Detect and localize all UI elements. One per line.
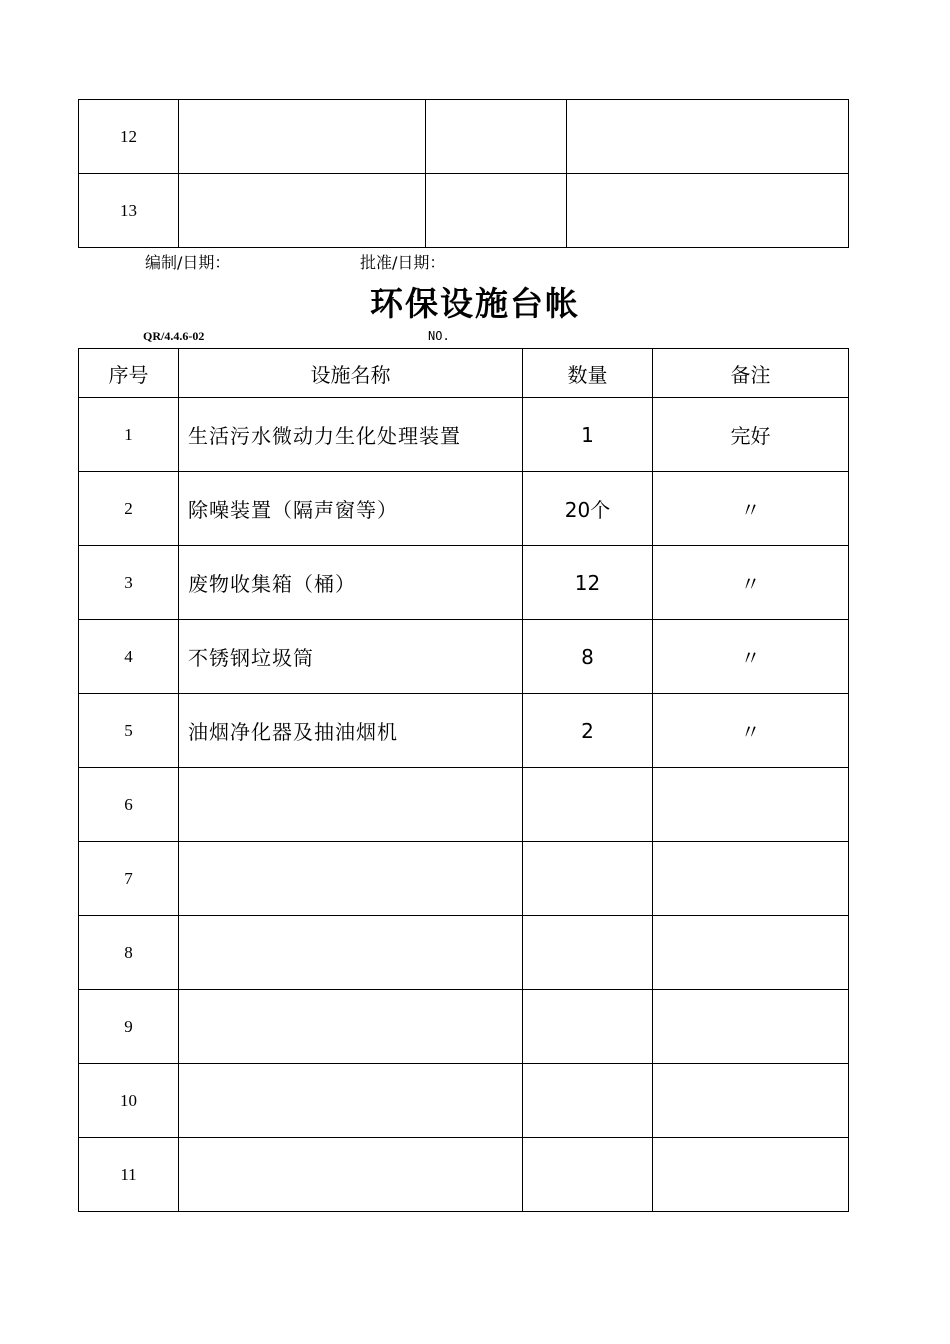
approved-by-label: 批准/日期： — [360, 253, 446, 272]
cell-note — [653, 990, 849, 1064]
table-row — [79, 990, 849, 1064]
table-row — [79, 398, 849, 472]
header-name: 设施名称 — [179, 349, 523, 398]
cell-qty — [523, 1138, 653, 1212]
cell-note: 〃 — [653, 546, 849, 620]
cell-name — [179, 100, 426, 174]
cell-note — [653, 768, 849, 842]
header-qty: 数量 — [523, 349, 653, 398]
cell-qty — [523, 1064, 653, 1138]
cell-qty: 8 — [523, 620, 653, 694]
cell-name — [179, 174, 426, 248]
cell-no: 2 — [79, 472, 179, 546]
cell-note — [653, 842, 849, 916]
cell-name — [179, 916, 523, 990]
cell-no: 8 — [79, 916, 179, 990]
table-row — [79, 916, 849, 990]
table-row — [79, 842, 849, 916]
cell-no: 6 — [79, 768, 179, 842]
cell-no: 11 — [79, 1138, 179, 1212]
cell-no: 9 — [79, 990, 179, 1064]
table-row — [79, 768, 849, 842]
cell-no: 7 — [79, 842, 179, 916]
cell-no: 13 — [79, 174, 179, 248]
cell-qty — [523, 842, 653, 916]
cell-no: 5 — [79, 694, 179, 768]
cell-qty — [523, 990, 653, 1064]
cell-name — [179, 1138, 523, 1212]
cell-name: 油烟净化器及抽油烟机 — [179, 694, 523, 768]
table-row — [79, 620, 849, 694]
cell-no: 4 — [79, 620, 179, 694]
cell-name: 生活污水微动力生化处理装置 — [179, 398, 523, 472]
cell-note — [653, 916, 849, 990]
cell-note — [653, 1064, 849, 1138]
table-row — [79, 694, 849, 768]
compiled-by-label: 编制/日期： — [145, 253, 231, 272]
table-row — [79, 1064, 849, 1138]
table-row — [79, 546, 849, 620]
cell-name — [179, 842, 523, 916]
header-note: 备注 — [653, 349, 849, 398]
cell-name: 除噪装置（隔声窗等） — [179, 472, 523, 546]
page-title: 环保设施台帐 — [370, 284, 580, 323]
cell-name: 不锈钢垃圾筒 — [179, 620, 523, 694]
table-row — [79, 100, 849, 174]
cell-name — [179, 768, 523, 842]
facility-ledger-table — [78, 348, 849, 1212]
cell-qty — [523, 768, 653, 842]
cell-note: 完好 — [653, 398, 849, 472]
cell-no: 12 — [79, 100, 179, 174]
cell-note — [567, 100, 849, 174]
cell-qty: 1 — [523, 398, 653, 472]
document-number-label: NO. — [428, 329, 450, 343]
cell-qty — [426, 174, 567, 248]
table-row — [79, 1138, 849, 1212]
cell-note — [653, 1138, 849, 1212]
cell-note: 〃 — [653, 472, 849, 546]
document-code: QR/4.4.6-02 — [143, 329, 205, 343]
cell-no: 10 — [79, 1064, 179, 1138]
table-header-row — [79, 349, 849, 398]
cell-qty: 2 — [523, 694, 653, 768]
cell-name: 废物收集箱（桶） — [179, 546, 523, 620]
cell-qty: 12 — [523, 546, 653, 620]
table-row — [79, 174, 849, 248]
header-no: 序号 — [79, 349, 179, 398]
cell-qty — [523, 916, 653, 990]
continuation-table — [78, 99, 849, 248]
cell-note — [567, 174, 849, 248]
cell-name — [179, 1064, 523, 1138]
cell-name — [179, 990, 523, 1064]
cell-no: 1 — [79, 398, 179, 472]
cell-qty: 20个 — [523, 472, 653, 546]
ledger-table-body — [79, 398, 849, 1212]
cell-qty — [426, 100, 567, 174]
cell-note: 〃 — [653, 620, 849, 694]
cell-no: 3 — [79, 546, 179, 620]
table-row — [79, 472, 849, 546]
continuation-table-body — [79, 100, 849, 248]
cell-note: 〃 — [653, 694, 849, 768]
